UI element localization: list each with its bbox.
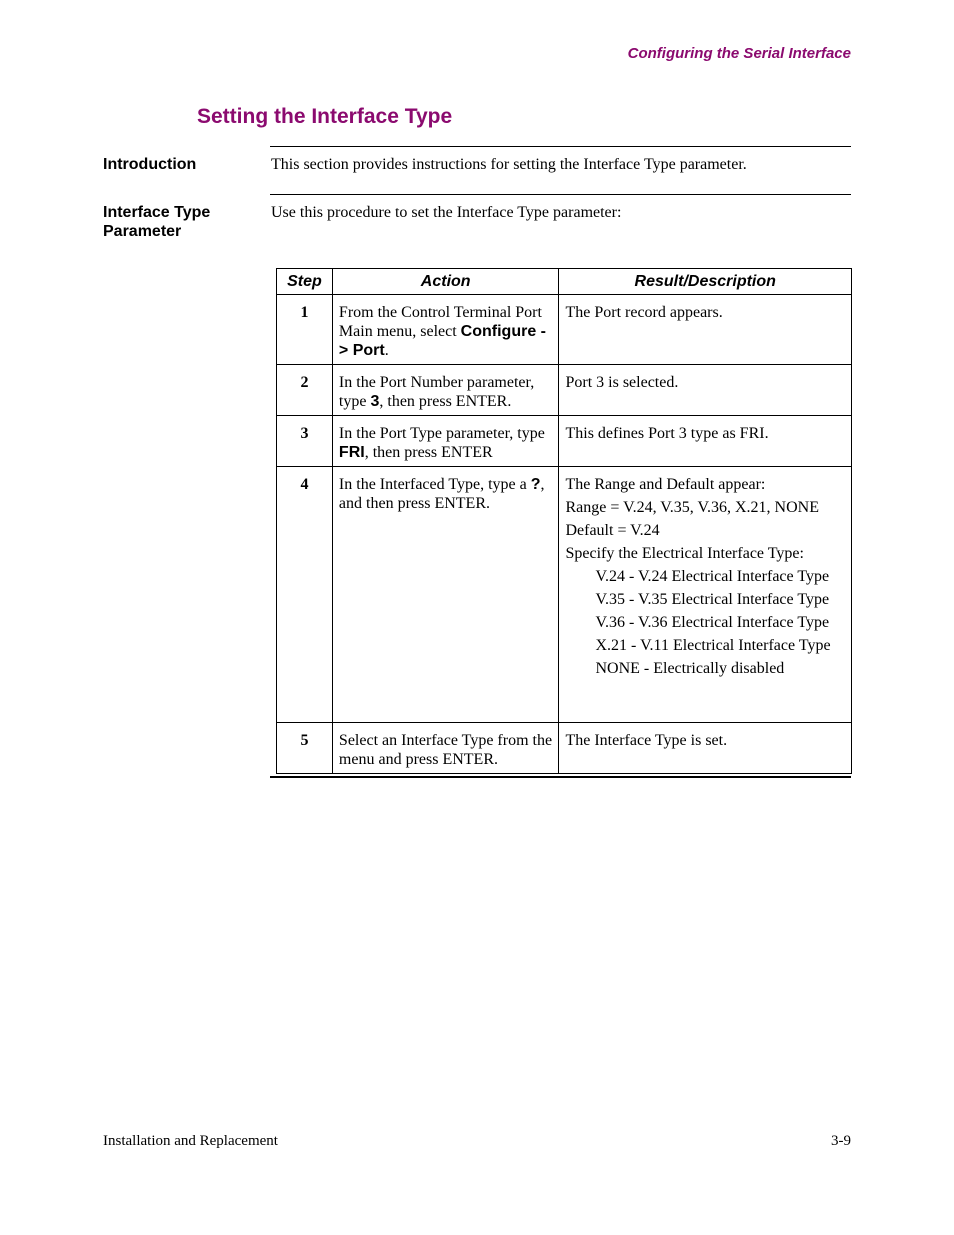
action-cell: Select an Interface Type from the menu and press ENTER. xyxy=(332,723,559,774)
result-cell: The Port record appears. xyxy=(559,295,852,365)
action-cell xyxy=(332,467,559,723)
action-text: From the Control Terminal Port Main menu, select xyxy=(338,304,542,340)
procedure-table xyxy=(276,268,852,774)
step-number: 1 xyxy=(277,295,333,365)
interface-option: NONE - Electrically disabled xyxy=(595,660,785,677)
step-number: 5 xyxy=(277,723,333,774)
step-number: 4 xyxy=(277,467,333,723)
action-text: , then press ENTER. xyxy=(379,393,512,410)
action-command: FRI xyxy=(338,444,365,461)
page-number: 3-9 xyxy=(831,1133,851,1149)
divider xyxy=(270,194,851,195)
action-command: ? xyxy=(530,476,541,493)
step-column-header: Step xyxy=(277,269,333,295)
running-header: Configuring the Serial Interface xyxy=(627,45,851,62)
action-text: , and then press ENTER. xyxy=(338,476,545,512)
table-row xyxy=(277,295,852,365)
action-text: In the Interfaced Type, type a xyxy=(338,476,531,493)
footer-title: Installation and Replacement xyxy=(103,1133,278,1149)
result-line: Default = V.24 xyxy=(565,522,660,539)
introduction-text: This section provides instructions for setting the Interface Type parameter. xyxy=(271,156,747,173)
table-row xyxy=(277,723,852,774)
action-cell xyxy=(332,295,559,365)
action-command: 3 xyxy=(370,393,380,410)
divider xyxy=(270,146,851,147)
parameter-heading-line2: Parameter xyxy=(103,223,182,240)
action-column-header: Action xyxy=(332,269,559,295)
table-row xyxy=(277,365,852,416)
result-column-header: Result/Description xyxy=(559,269,852,295)
action-command: Configure -> Port xyxy=(338,323,546,359)
result-cell xyxy=(559,467,852,723)
action-text: In the Port Type parameter, type xyxy=(338,425,545,442)
interface-option: V.36 - V.36 Electrical Interface Type xyxy=(595,614,830,631)
table-row xyxy=(277,467,852,723)
step-number: 2 xyxy=(277,365,333,416)
action-text: . xyxy=(384,342,389,359)
interface-option: V.35 - V.35 Electrical Interface Type xyxy=(595,591,830,608)
table-row xyxy=(277,416,852,467)
result-line: The Range and Default appear: xyxy=(565,476,766,493)
table-header-row xyxy=(277,269,852,295)
action-cell xyxy=(332,416,559,467)
end-rule xyxy=(270,776,851,778)
action-text: , then press ENTER xyxy=(364,444,493,461)
parameter-heading xyxy=(103,203,253,241)
result-cell: The Interface Type is set. xyxy=(559,723,852,774)
action-text: In the Port Number parameter, type xyxy=(338,374,535,410)
action-cell xyxy=(332,365,559,416)
result-line: Range = V.24, V.35, V.36, X.21, NONE xyxy=(565,499,819,516)
parameter-text: Use this procedure to set the Interface Type parameter: xyxy=(271,204,622,221)
result-cell: This defines Port 3 type as FRI. xyxy=(559,416,852,467)
interface-option: V.24 - V.24 Electrical Interface Type xyxy=(595,568,830,585)
introduction-heading: Introduction xyxy=(103,156,197,173)
step-number: 3 xyxy=(277,416,333,467)
interface-option: X.21 - V.11 Electrical Interface Type xyxy=(595,637,831,654)
result-line: Specify the Electrical Interface Type: xyxy=(565,545,804,562)
result-cell: Port 3 is selected. xyxy=(559,365,852,416)
section-title: Setting the Interface Type xyxy=(197,105,453,128)
parameter-heading-line1: Interface Type xyxy=(103,204,211,221)
